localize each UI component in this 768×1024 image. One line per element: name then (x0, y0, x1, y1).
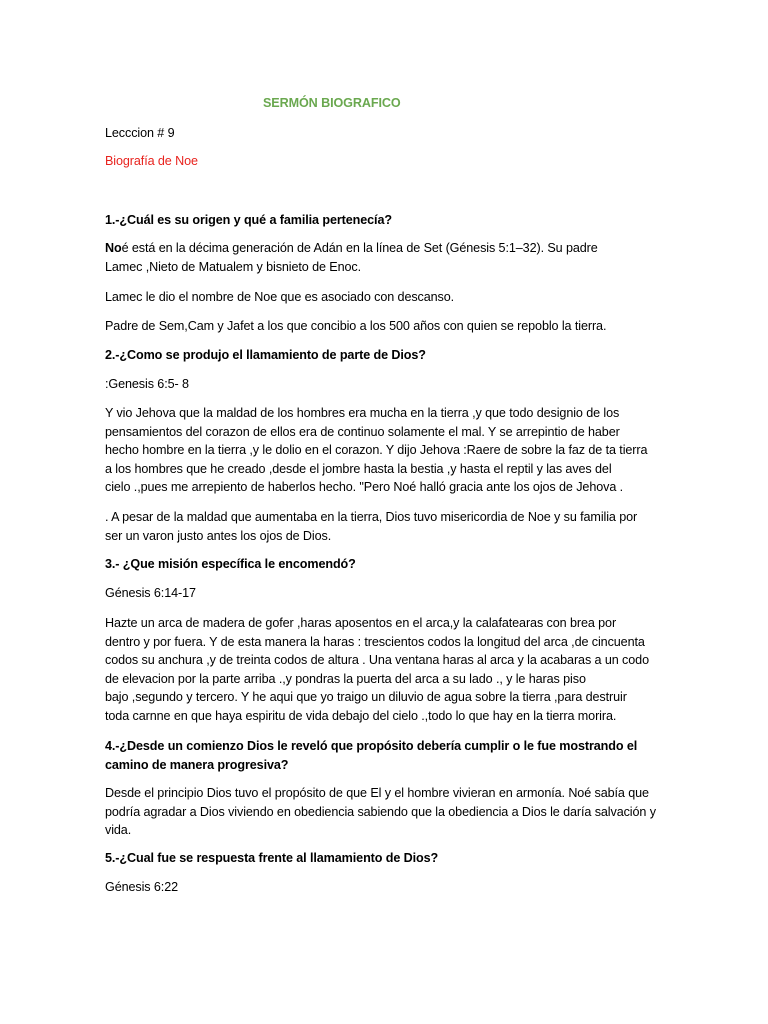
paragraph-ark-instructions (105, 614, 665, 725)
paragraph-line: toda carnne en que haya espiritu de vida debajo del cielo .,todo lo que hay en la tierra morira. (105, 708, 617, 723)
paragraph-line: hecho hombre en la tierra ,y le dolio en el corazon. Y dijo Jehova :Raere de sobre la faz de ta tierra (105, 443, 648, 457)
paragraph-line: podría agradar a Dios viviendo en obediencia sabiendo que la obediencia a Dios le daría salvación y (105, 804, 656, 819)
bold-text: No (105, 241, 122, 255)
paragraph-line (105, 239, 665, 258)
section-subtitle: Biografía de Noe (105, 154, 198, 168)
question-3: 3.- ¿Que misión específica le encomendó? (105, 557, 356, 571)
question-4 (105, 737, 665, 774)
paragraph-line: cielo .,pues me arrepiento de haberlos hecho. "Pero Noé halló gracia ante los ojos de Jehova . (105, 480, 624, 494)
reference-genesis-6-22: Génesis 6:22 (105, 880, 179, 894)
question-1: 1.-¿Cuál es su origen y qué a familia pertenecía? (105, 213, 392, 227)
paragraph-mercy (105, 508, 665, 545)
paragraph-line: codos su anchura ,y de treinta codos de altura . Una ventana haras al arca y la acabaras a un codo (105, 653, 649, 667)
document-page (105, 0, 665, 1024)
paragraph-line: Hazte un arca de madera de gofer ,haras aposentos en el arca,y la calafatearas con brea por (105, 616, 617, 630)
paragraph-line: Desde el principio Dios tuvo el propósito de que El y el hombre vivieran en armonía. Noé sabía que (105, 786, 649, 800)
question-5: 5.-¿Cual fue se respuesta frente al llamamiento de Dios? (105, 851, 439, 865)
paragraph-line: . A pesar de la maldad que aumentaba en la tierra, Dios tuvo misericordia de Noe y su familia por (105, 510, 638, 524)
paragraph-sons: Padre de Sem,Cam y Jafet a los que concibio a los 500 años con quien se repoblo la tierra. (105, 319, 607, 333)
paragraph-origin (105, 239, 665, 276)
paragraph-purpose (105, 784, 665, 840)
lesson-number: Lecccion # 9 (105, 126, 175, 140)
paragraph-line: vida. (105, 823, 132, 837)
paragraph-text: é está en la décima generación de Adán en la línea de Set (Génesis 5:1–32). Su padre (121, 241, 598, 255)
question-2: 2.-¿Como se produjo el llamamiento de parte de Dios? (105, 348, 426, 362)
reference-genesis-6-14: Génesis 6:14-17 (105, 586, 196, 600)
paragraph-line: bajo ,segundo y tercero. Y he aqui que yo traigo un diluvio de agua sobre la tierra ,para destruir (105, 690, 627, 704)
paragraph-line: Lamec ,Nieto de Matualem y bisnieto de Enoc. (105, 259, 362, 274)
paragraph-line: ser un varon justo antes los ojos de Dios. (105, 528, 332, 543)
paragraph-name: Lamec le dio el nombre de Noe que es asociado con descanso. (105, 290, 455, 304)
paragraph-genesis-quote (105, 404, 665, 497)
paragraph-line: pensamientos del corazon de ellos era de continuo solamente el mal. Y se arrepintio de haber (105, 424, 620, 439)
document-title: SERMÓN BIOGRAFICO (263, 96, 401, 110)
question-line: camino de manera progresiva? (105, 757, 289, 772)
question-line: 4.-¿Desde un comienzo Dios le reveló que propósito debería cumplir o le fue mostrando el (105, 739, 638, 753)
reference-genesis-6-5: :Genesis 6:5- 8 (105, 377, 189, 391)
paragraph-line: Y vio Jehova que la maldad de los hombres era mucha en la tierra ,y que todo designio de los (105, 406, 620, 420)
paragraph-line: dentro y por fuera. Y de esta manera la haras : trescientos codos la longitud del arca ,de cincuenta (105, 634, 645, 649)
paragraph-line: a los hombres que he creado ,desde el jombre hasta la bestia ,y hasta el reptil y las aves del (105, 461, 612, 476)
paragraph-line: de elevacion por la parte arriba .,y pondras la puerta del arca a su lado ., y le haras piso (105, 671, 586, 686)
